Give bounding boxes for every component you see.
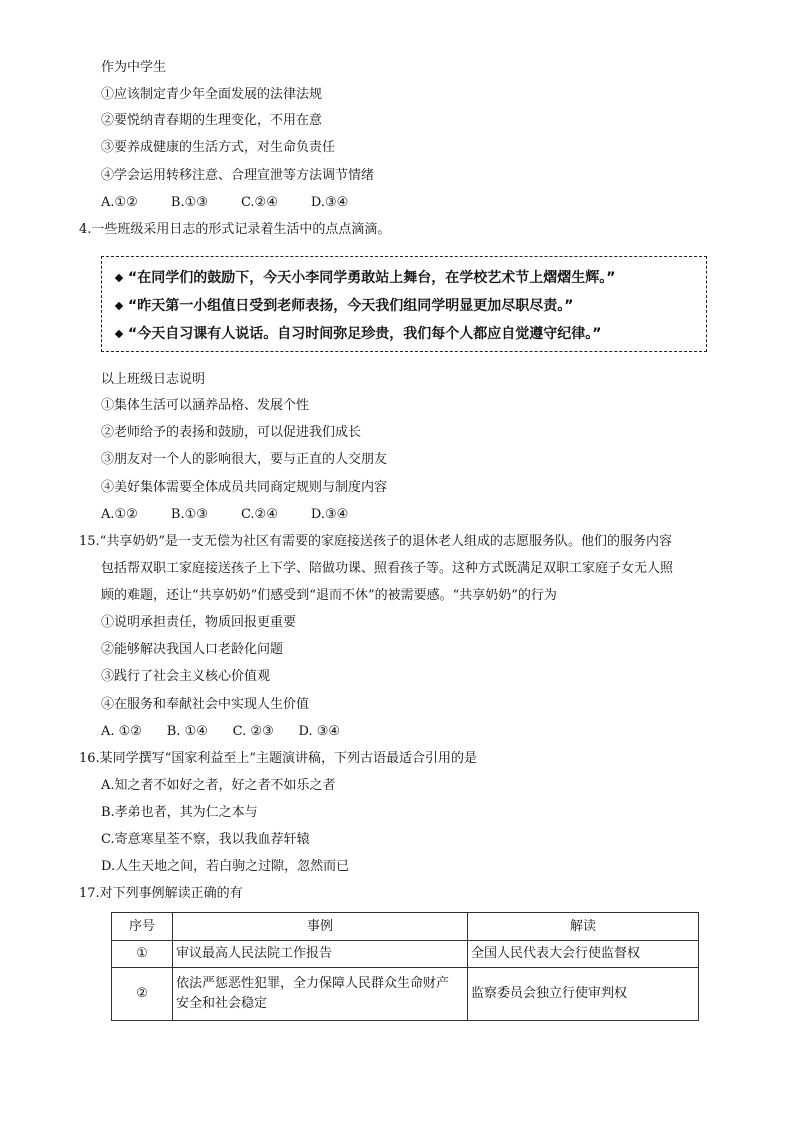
bullet-icon	[115, 330, 123, 338]
row-case: 审议最高人民法院工作报告	[173, 941, 468, 968]
row-reading: 全国人民代表大会行使监督权	[468, 941, 699, 968]
q14-option-3: ③朋友对一个人的影响很大，要与正直的人交朋友	[101, 452, 388, 467]
q13-option-3: ③要养成健康的生活方式，对生命负责任	[101, 140, 336, 155]
q15-choices: A. ①② B. ①④ C. ②③ D. ③④	[101, 724, 341, 739]
q16-option-b: B.孝弟也者，其为仁之本与	[101, 805, 258, 820]
q14-option-1: ①集体生活可以涵养品格、发展个性	[101, 398, 310, 413]
q17-table	[111, 912, 699, 1021]
table-row	[112, 941, 699, 968]
log-entry-2: “昨天第一小组值日受到老师表扬，今天我们组同学明显更加尽职尽责。”	[116, 295, 573, 315]
table-header-row	[112, 913, 699, 941]
row-no: ①	[112, 941, 173, 968]
q15-line-1: 15.“共享奶奶”是一支无偿为社区有需要的家庭接送孩子的退休老人组成的志愿服务队。他们的服务内容	[79, 534, 672, 549]
class-log-box	[101, 256, 707, 352]
row-no: ②	[112, 968, 173, 1021]
q15-line-2: 包括帮双职工家庭接送孩子上下学、陪做功课、照看孩子等。这种方式既满足双职工家庭子女无人照	[101, 561, 674, 576]
bullet-icon	[115, 274, 123, 282]
q16-option-d: D.人生天地之间，若白驹之过隙，忽然而已	[101, 859, 350, 874]
row-case: 依法严惩恶性犯罪，全力保障人民群众生命财产 安全和社会稳定	[173, 968, 468, 1021]
q13-option-4: ④学会运用转移注意、合理宣泄等方法调节情绪	[101, 168, 375, 183]
table-row	[112, 968, 699, 1021]
bullet-icon	[115, 302, 123, 310]
header-case: 事例	[173, 913, 468, 941]
log-entry-3: “今天自习课有人说话。自习时间弥足珍贵，我们每个人都应自觉遵守纪律。”	[116, 323, 601, 343]
q15-line-3: 顾的难题，还让“共享奶奶”们感受到“退而不休”的被需要感。“共享奶奶”的行为	[101, 588, 557, 603]
q14-stem: 4.一些班级采用日志的形式记录着生活中的点点滴滴。	[79, 222, 391, 237]
q16-option-a: A.知之者不如好之者，好之者不如乐之者	[101, 778, 336, 793]
q14-option-2: ②老师给予的表扬和鼓励，可以促进我们成长	[101, 425, 362, 440]
row-reading: 监察委员会独立行使审判权	[468, 968, 699, 1021]
q13-option-1: ①应该制定青少年全面发展的法律法规	[101, 87, 323, 102]
q14-option-4: ④美好集体需要全体成员共同商定规则与制度内容	[101, 480, 388, 495]
q14-lead: 以上班级日志说明	[101, 372, 206, 387]
q13-choices: A.①② B.①③ C.②④ D.③④	[101, 195, 349, 210]
header-no: 序号	[112, 913, 173, 941]
q17-stem: 17.对下列事例解读正确的有	[79, 886, 243, 901]
q16-option-c: C.寄意寒星荃不察，我以我血荐轩辕	[101, 832, 310, 847]
header-reading: 解读	[468, 913, 699, 941]
q15-option-2: ②能够解决我国人口老龄化问题	[101, 642, 284, 657]
q15-option-4: ④在服务和奉献社会中实现人生价值	[101, 697, 310, 712]
q13-option-2: ②要悦纳青春期的生理变化，不用在意	[101, 113, 323, 128]
q16-stem: 16.某同学撰写“国家利益至上”主题演讲稿，下列古语最适合引用的是	[79, 751, 477, 766]
log-entry-1: “在同学们的鼓励下，今天小李同学勇敢站上舞台，在学校艺术节上熠熠生辉。”	[116, 267, 615, 287]
q13-stem: 作为中学生	[101, 60, 167, 75]
q15-option-1: ①说明承担责任，物质回报更重要	[101, 615, 297, 630]
q14-choices: A.①② B.①③ C.②④ D.③④	[101, 507, 349, 522]
q15-option-3: ③践行了社会主义核心价值观	[101, 669, 271, 684]
